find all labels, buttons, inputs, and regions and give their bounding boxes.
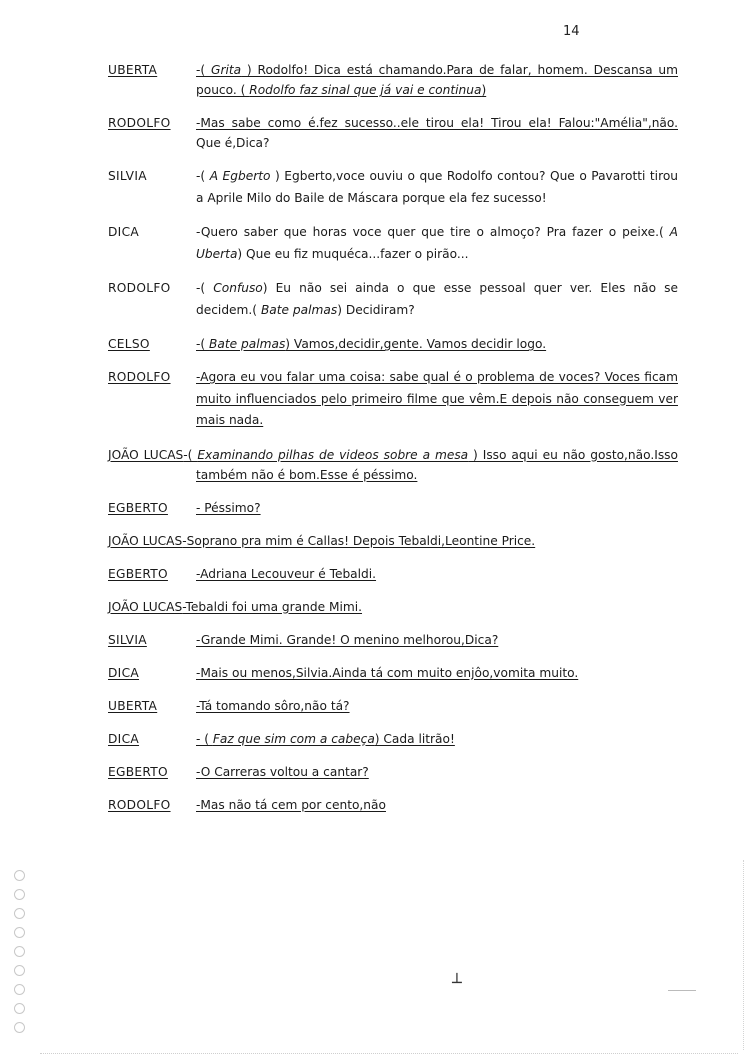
dialogue-line [108,630,678,650]
speech-text [196,278,678,321]
speaker-name: DICA [108,225,140,239]
binder-hole [14,908,25,919]
dialogue-line [108,113,678,153]
script-body [108,60,678,815]
speech-text [196,630,678,650]
speaker-name: DICA [108,731,140,746]
dialogue-line [108,696,678,716]
binder-hole [14,889,25,900]
speech-fragment: -( [196,63,211,77]
binder-hole [14,1022,25,1033]
dialogue-line [108,564,678,584]
dialogue-line [108,795,678,815]
dialogue-line [108,531,678,551]
speaker-name: JOÃO LUCAS [108,533,183,548]
binder-hole [14,946,25,957]
speech-fragment: ) [481,83,487,97]
speech-text [108,531,535,551]
binder-hole [14,984,25,995]
speech-fragment: ) Eu não sei ainda o que esse pessoal quer ver. Eles não se decidem.( [196,281,678,317]
speech-fragment: ) Vamos,decidir,gente. Vamos decidir logo. [285,337,547,351]
speech-text: -Agora eu vou falar uma coisa: sabe qual é o problema de voces? Voces ficam muito influenciados pelo primeiro filme que vêm.E depois não conseguem ver mais nada. [196,370,678,427]
speech-fragment: -O Carreras voltou a cantar? [196,764,369,779]
speaker-name: CELSO [108,337,150,351]
stage-direction: Bate palmas [260,302,338,317]
speaker-name: EGBERTO [108,500,168,515]
speech-fragment: -Mais ou menos,Silvia.Ainda tá com muito enjôo,vomita muito. [196,665,579,680]
speaker-name: EGBERTO [108,566,168,581]
speech-text [196,762,678,782]
speech-text [196,729,678,749]
speech-fragment: - ( [196,731,213,746]
binder-hole [14,965,25,976]
speech-text [108,597,362,617]
stage-direction: A Uberta [196,225,678,261]
edge-line [743,860,744,1050]
dialogue-line [108,762,678,782]
footer-mark: ┴ [452,973,462,992]
speaker-name: EGBERTO [108,764,168,779]
stage-direction: Examinando pilhas de videos sobre a mesa [197,447,469,462]
stage-direction: Confuso [213,281,263,295]
dialogue-line [108,166,678,209]
speech-fragment: ) Cada litrão! [374,731,455,746]
speech-fragment: ) Egberto,voce ouviu o que Rodolfo contou? Que o Pavarotti tirou a Aprile Milo do Baile de Máscara porque ela fez sucesso! [196,169,678,205]
stage-direction: Grita [211,63,242,77]
speaker-name: RODOLFO [108,797,171,812]
speech-text [196,222,678,265]
speaker-name: JOÃO LUCAS [108,599,183,614]
dialogue-line [108,278,678,321]
speech-fragment: -Tá tomando sôro,não tá? [196,698,350,713]
speech-text [196,60,678,100]
speaker-name: RODOLFO [108,281,171,295]
stage-direction: Rodolfo faz sinal que já vai e continua [249,83,482,97]
speech-fragment: -( [196,169,210,183]
speech-text [196,498,678,518]
speech-text [108,445,678,485]
speaker-name: SILVIA [108,169,147,183]
stage-direction: A Egberto [209,169,271,183]
speaker-name: RODOLFO [108,116,171,130]
speaker-name: RODOLFO [108,370,171,384]
speech-text [196,696,678,716]
speaker-name: UBERTA [108,698,158,713]
speech-fragment: -Tebaldi foi uma grande Mimi. [182,599,363,614]
bottom-edge-line [40,1053,738,1054]
binder-hole [14,870,25,881]
dialogue-line [108,597,678,617]
speech-fragment: -Mas não tá cem por cento,não [196,797,386,812]
dialogue-line [108,729,678,749]
dialogue-line [108,222,678,265]
speech-text [196,564,678,584]
dialogue-line [108,60,678,100]
binder-holes [14,870,26,1041]
page-number: 14 [563,24,580,39]
speech-fragment: -Mas sabe como é.fez sucesso..ele tirou ela! Tirou ela! Falou:"Amélia",não. [196,116,678,130]
speech-fragment: Que é,Dica? [196,136,270,150]
stage-direction: Faz que sim com a cabeça [212,731,375,746]
stage-direction: Bate palmas [209,337,286,351]
speech-text [196,334,678,354]
speech-text [196,663,678,683]
speech-fragment: ) Isso aqui eu não gosto,não.Isso também não é bom.Esse é péssimo. [196,447,678,482]
speech-text [196,166,678,209]
speaker-name: JOÃO LUCAS [108,447,184,462]
speech-fragment: ) Decidiram? [337,302,415,317]
dialogue-line [108,334,678,354]
dialogue-line [108,445,678,485]
speech-text [196,795,678,815]
speaker-name: DICA [108,665,140,680]
speech-fragment: -( [183,447,198,462]
speech-fragment: -Grande Mimi. Grande! O menino melhorou,Dica? [196,632,499,647]
speech-fragment: -( [196,281,214,295]
speech-fragment: -Quero saber que horas voce quer que tire o almoço? Pra fazer o peixe.( [196,225,670,239]
dialogue-line [108,663,678,683]
dialogue-line [108,498,678,518]
speech-fragment: -Adriana Lecouveur é Tebaldi. [196,566,377,581]
speech-fragment: -Soprano pra mim é Callas! Depois Tebaldi,Leontine Price. [182,533,536,548]
speech-fragment: -( [196,337,210,351]
speaker-name: UBERTA [108,63,158,77]
speaker-name: SILVIA [108,632,147,647]
speech-fragment: ) Rodolfo! Dica está chamando.Para de falar, homem. Descansa um pouco. ( [196,63,679,97]
speech-fragment: ) Que eu fiz muquéca...fazer o pirão... [237,246,469,261]
binder-hole [14,927,25,938]
binder-hole [14,1003,25,1014]
speech-fragment: - Péssimo? [196,500,261,515]
speech-text [196,113,678,153]
footer-dash [668,990,696,991]
dialogue-line [108,367,678,432]
